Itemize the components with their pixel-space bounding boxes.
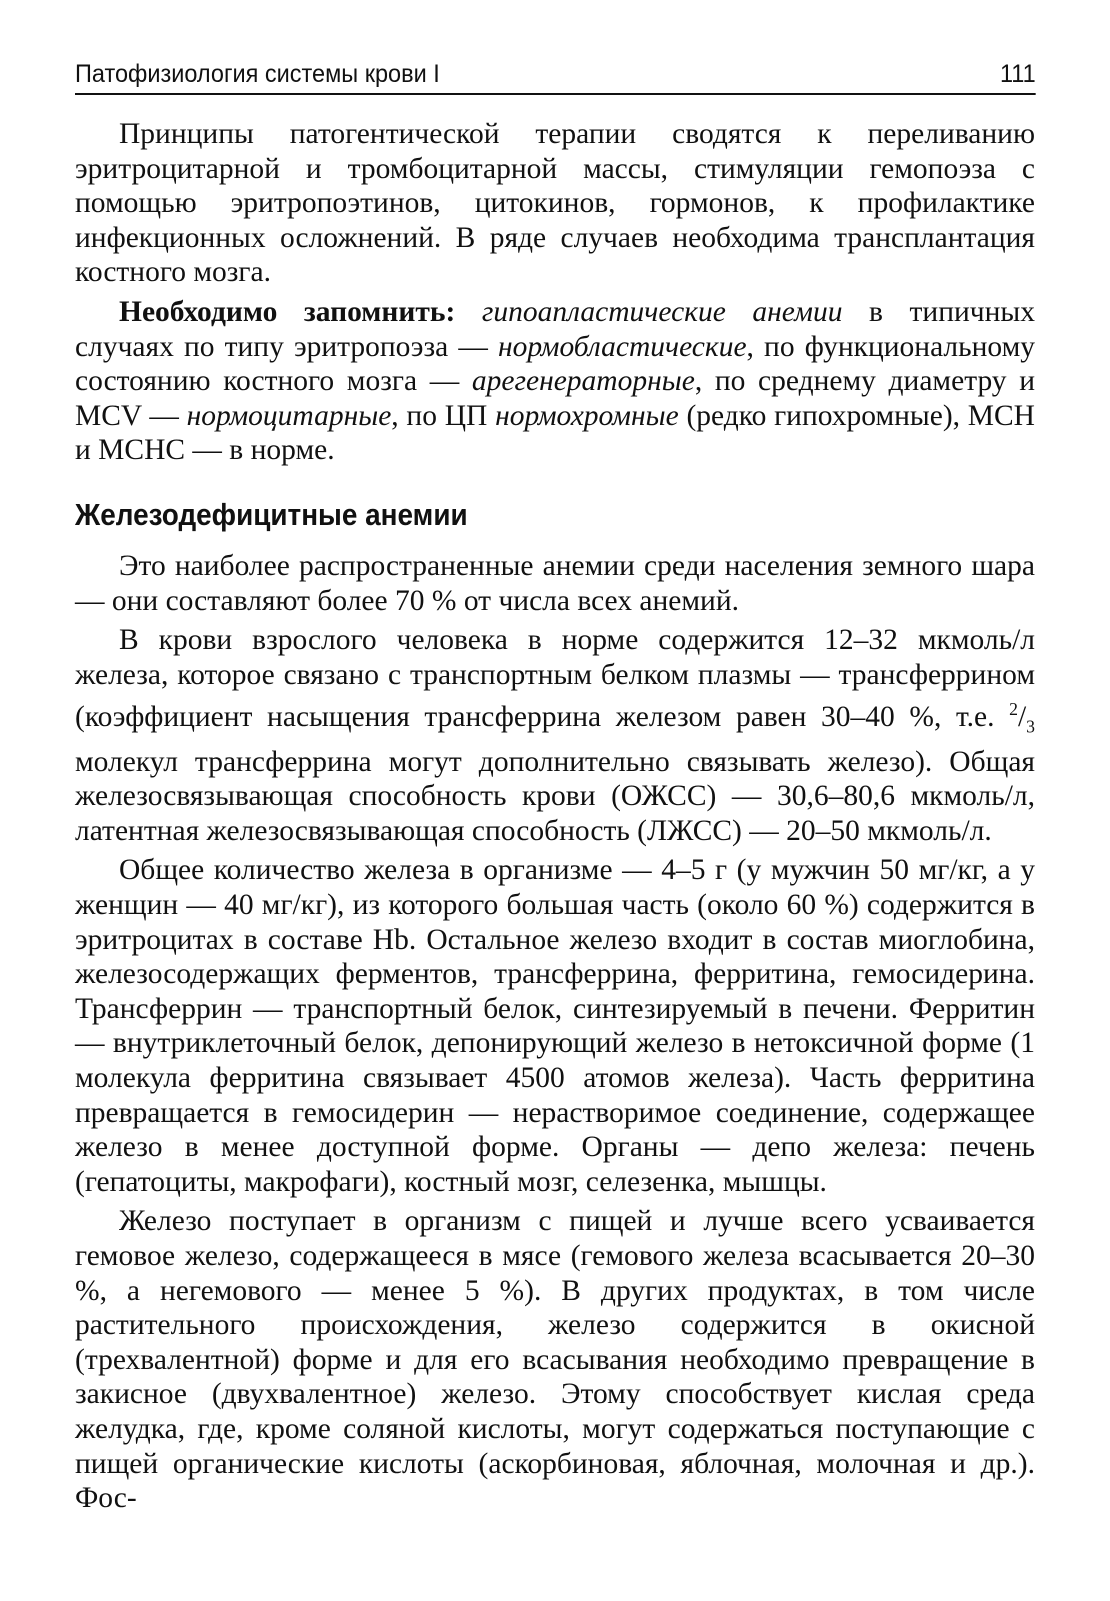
fraction-numerator: 2	[1009, 699, 1018, 720]
fraction-denominator: 3	[1026, 717, 1035, 738]
term-hypoaplastic: гипоапластические анемии	[481, 295, 843, 328]
paragraph-remember: Необходимо запомнить: гипоапластические анемии в типичных случаях по типу эритропоэза — нормобластические, по функциональному состоянию костного мозга — арегенераторные, по среднему диаметру и MCV — нормоцитарные, по ЦП нормохромные (редко гипохромные), MCH и MCHC — в норме.	[75, 295, 1035, 467]
remember-lead: Необходимо запомнить:	[119, 295, 456, 328]
fraction-slash: /	[1017, 701, 1027, 734]
page-number: 111	[999, 60, 1036, 88]
term-normocytic: нормоцитарные	[186, 399, 392, 432]
paragraph-therapy: Принципы патогентической терапии сводятся к переливанию эритроцитарной и тромбоцитарной массы, стимуляции гемопоэза с помощью эритропоэтинов, цитокинов, гормонов, к профилактике инфекционных осложнений. В ряде случаев необходима трансплантация костного мозга.	[75, 118, 1035, 289]
paragraph-iron-absorption: Железо поступает в организм с пищей и лучше всего усваивается гемовое железо, содержащееся в мясе (гемового железа всасывается 20–30 %, а негемового — менее 5 %). В других продуктах, в том числе растительного происхождения, железо содержится в окисной (трехвалентной) форме и для его всасывания необходимо превращение в закисное (двухвалентное) железо. Этому способствует кислая среда желудка, где, кроме соляной кислоты, могут содержаться поступающие с пищей органические кислоты (аскорбиновая, яблочная, молочная и др.). Фос-	[75, 1205, 1035, 1515]
running-header	[75, 58, 1036, 95]
page-body	[75, 117, 1035, 1516]
section-heading: Железодефицитные анемии	[75, 496, 468, 532]
term-aregenerative: арегенераторные	[471, 365, 695, 398]
paragraph-prevalence: Это наиболее распространенные анемии среди населения земного шара — они составляют более 70 % от числа всех анемий.	[75, 549, 1035, 617]
term-normochromic: нормохромные	[495, 399, 679, 432]
paragraph-iron-total: Общее количество железа в организме — 4–5 г (у мужчин 50 мг/кг, а у женщин — 40 мг/кг), из которого большая часть (около 60 %) содержится в эритроцитах в составе Hb. Остальное железо входит в состав миоглобина, железосодержащих ферментов, трансферрина, ферритина, гемосидерина. Трансферрин — транспортный белок, синтезируемый в печени. Ферритин — внутриклеточный белок, депонирующий железо в нетоксичной форме (1 молекула ферритина связывает 4500 атомов железа). Часть ферритина превращается в гемосидерин — нерастворимое соединение, содержащее железо в менее доступной форме. Органы — депо железа: печень (гепатоциты, макрофаги), костный мозг, селезенка, мышцы.	[75, 854, 1035, 1198]
term-normoblastic: нормобластические	[497, 330, 747, 363]
running-title: Патофизиология системы крови I	[75, 60, 440, 88]
paragraph-iron-blood: В крови взрослого человека в норме содержится 12–32 мкмоль/л железа, которое связано с транспортным белком плазмы — трансферрином (коэффициент насыщения трансферрина железом равен 30–40 %, т.е. $^2/_3$ молекул трансферрина могут дополнительно связывать железо). Общая железосвязывающая способность крови (ОЖСС) — 30,6–80,6 мкмоль/л, латентная железосвязывающая способность (ЛЖСС) — 20–50 мкмоль/л.	[75, 624, 1035, 847]
